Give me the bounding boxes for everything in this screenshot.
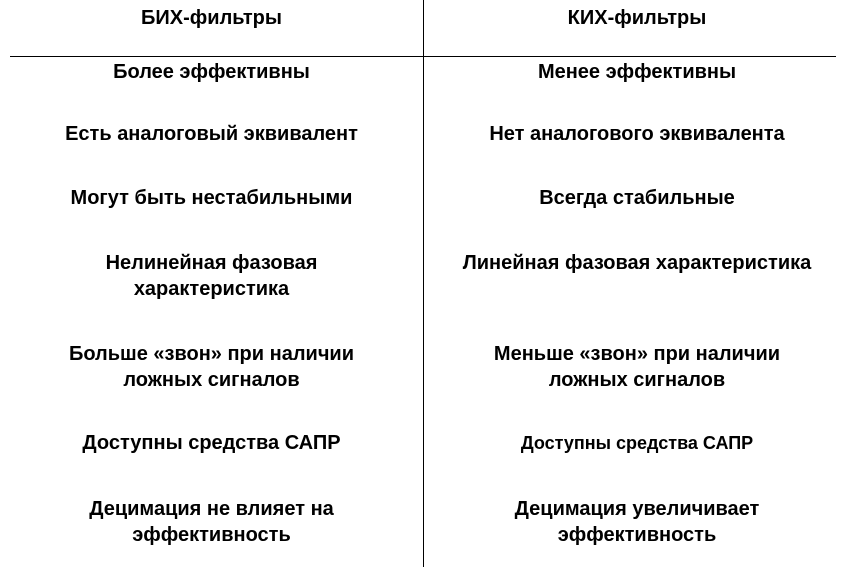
row-5-fir-line-2: ложных сигналов — [548, 369, 726, 391]
row-2-iir-line-1: Есть аналоговый эквивалент — [65, 123, 358, 145]
header-iir: БИХ-фильтры — [141, 7, 282, 29]
header-divider — [10, 56, 836, 57]
row-5-fir — [424, 341, 850, 393]
row-3-fir — [424, 185, 850, 211]
row-3-iir — [0, 185, 423, 211]
row-7-iir-line-2: эффективность — [132, 524, 291, 546]
row-5-iir-line-2: ложных сигналов — [123, 369, 300, 391]
row-4-fir — [424, 250, 850, 276]
row-4-iir-line-2: характеристика — [133, 278, 290, 300]
row-4-fir-line-1: Линейная фазовая характеристика — [462, 252, 812, 274]
row-6-fir — [424, 430, 850, 456]
column-divider — [423, 0, 424, 567]
row-3-fir-line-1: Всегда стабильные — [539, 187, 735, 209]
row-5-iir — [0, 341, 423, 393]
row-7-fir-line-2: эффективность — [557, 524, 717, 546]
row-1-fir — [424, 59, 850, 85]
row-3-iir-line-1: Могут быть нестабильными — [70, 187, 353, 209]
row-2-fir-line-1: Нет аналогового эквивалента — [489, 123, 785, 145]
row-6-iir — [0, 430, 423, 456]
row-1-iir — [0, 59, 423, 85]
row-7-fir — [424, 496, 850, 548]
row-1-fir-line-1: Менее эффективны — [537, 61, 737, 83]
header-fir: КИХ-фильтры — [567, 7, 707, 29]
row-7-iir — [0, 496, 423, 548]
row-7-iir-line-1: Децимация не влияет на — [89, 498, 334, 520]
row-6-fir-line-1: Доступны средства САПР — [520, 433, 754, 453]
row-5-fir-line-1: Меньше «звон» при наличии — [493, 343, 781, 365]
row-5-iir-line-1: Больше «звон» при наличии — [68, 343, 355, 365]
row-6-iir-line-1: Доступны средства САПР — [82, 432, 341, 454]
row-4-iir-line-1: Нелинейная фазовая — [105, 252, 318, 274]
row-2-iir — [0, 121, 423, 147]
row-2-fir — [424, 121, 850, 147]
row-7-fir-line-1: Децимация увеличивает — [514, 498, 760, 520]
row-1-iir-line-1: Более эффективны — [113, 61, 310, 83]
row-4-iir — [0, 250, 423, 302]
